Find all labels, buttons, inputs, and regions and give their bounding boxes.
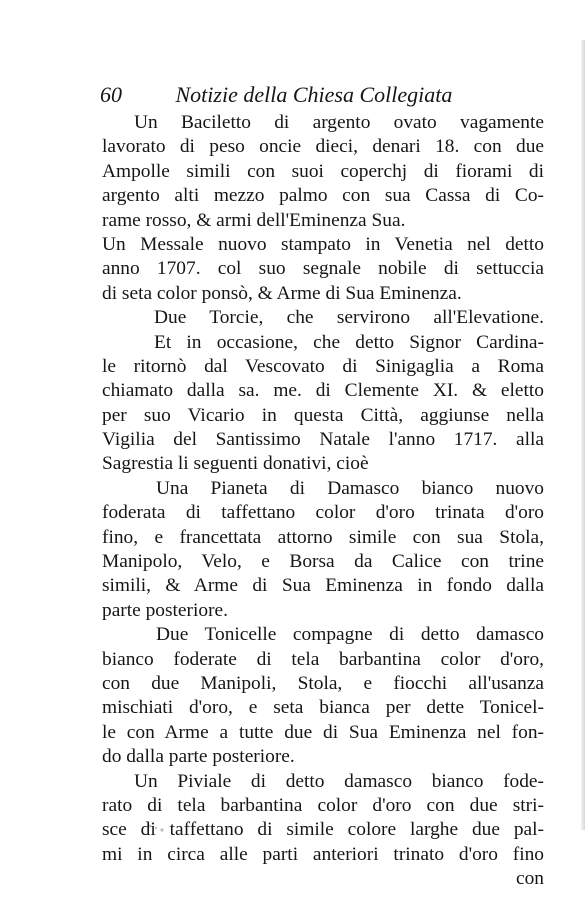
page-header: [100, 80, 560, 110]
text-line: Un Piviale di detto damasco bianco fode-: [134, 770, 544, 792]
ink-smudge: [146, 822, 168, 834]
text-line: per suo Vicario in questa Città, aggiunse nella: [102, 404, 544, 426]
text-line: le ritornò dal Vescovato di Sinigaglia a Roma: [102, 355, 544, 377]
running-title: Notizie della Chiesa Collegiata: [175, 82, 453, 107]
text-line: Manipolo, Velo, e Borsa da Calice con trine: [102, 551, 544, 573]
body-text: [102, 111, 544, 892]
text-line: Vigilia del Santissimo Natale l'anno 1717. alla: [102, 429, 544, 451]
text-line: rato di tela barbantina color d'oro con due stri-: [102, 794, 544, 816]
text-line: lavorato di peso oncie dieci, denari 18. con due: [102, 136, 544, 158]
text-line: di seta color ponsò, & Arme di Sua Eminenza.: [102, 282, 462, 304]
text-line: Un Bacilettο di argento ovato vagamente: [134, 112, 544, 133]
text-line: Sagrestia li seguenti donativi, cioè: [102, 453, 369, 475]
text-line: chiamato dalla sa. me. di Clemente XI. & eletto: [102, 380, 544, 402]
text-line: rame rosso, & armi dell'Eminenza Sua.: [102, 209, 406, 231]
text-line: Et in occasione, che detto Signor Cardina-: [154, 331, 544, 353]
text-line: fino, e francettata attorno simile con sua Stola,: [102, 526, 544, 548]
text-line: con due Manipoli, Stola, e fiocchi all'usanza: [102, 672, 544, 694]
text-line: Due Torcie, che servirono all'Elevatione.: [154, 307, 544, 329]
text-line: parte posteriore.: [102, 599, 228, 621]
page-number: 60: [100, 82, 122, 107]
text-line: simili, & Arme di Sua Eminenza in fondo dalla: [102, 575, 544, 597]
text-line: Ampolle simili con suoi coperchj di fiorami di: [102, 160, 544, 182]
text-line: Due Tonicelle compagne di detto damasco: [156, 624, 544, 646]
text-line: Una Pianeta di Damasco bianco nuovo: [156, 477, 544, 499]
text-line: sce di taffettano di simile colore larghe due pal-: [102, 819, 544, 841]
text-line: mischiati d'oro, e seta bianca per dette Tonicel-: [102, 697, 544, 719]
text-line: anno 1707. col suo segnale nobile di settuccia: [102, 258, 544, 280]
text-line: argento alti mezzo palmo con sua Cassa di Co-: [102, 185, 544, 207]
text-line: Un Messale nuovo stampato in Venetia nel detto: [102, 233, 544, 255]
page-edge-shadow: [581, 40, 585, 830]
text-line: mi in circa alle parti anteriori trinato d'oro fino: [102, 843, 544, 865]
text-line: le con Arme a tutte due di Sua Eminenza nel fon-: [102, 721, 544, 743]
text-line: bianco foderate di tela barbantina color d'oro,: [102, 648, 544, 670]
text-line: do dalla parte posteriore.: [102, 746, 295, 768]
catchword: con: [516, 868, 544, 890]
text-line: foderata di taffettano color d'oro trinata d'oro: [102, 502, 544, 524]
